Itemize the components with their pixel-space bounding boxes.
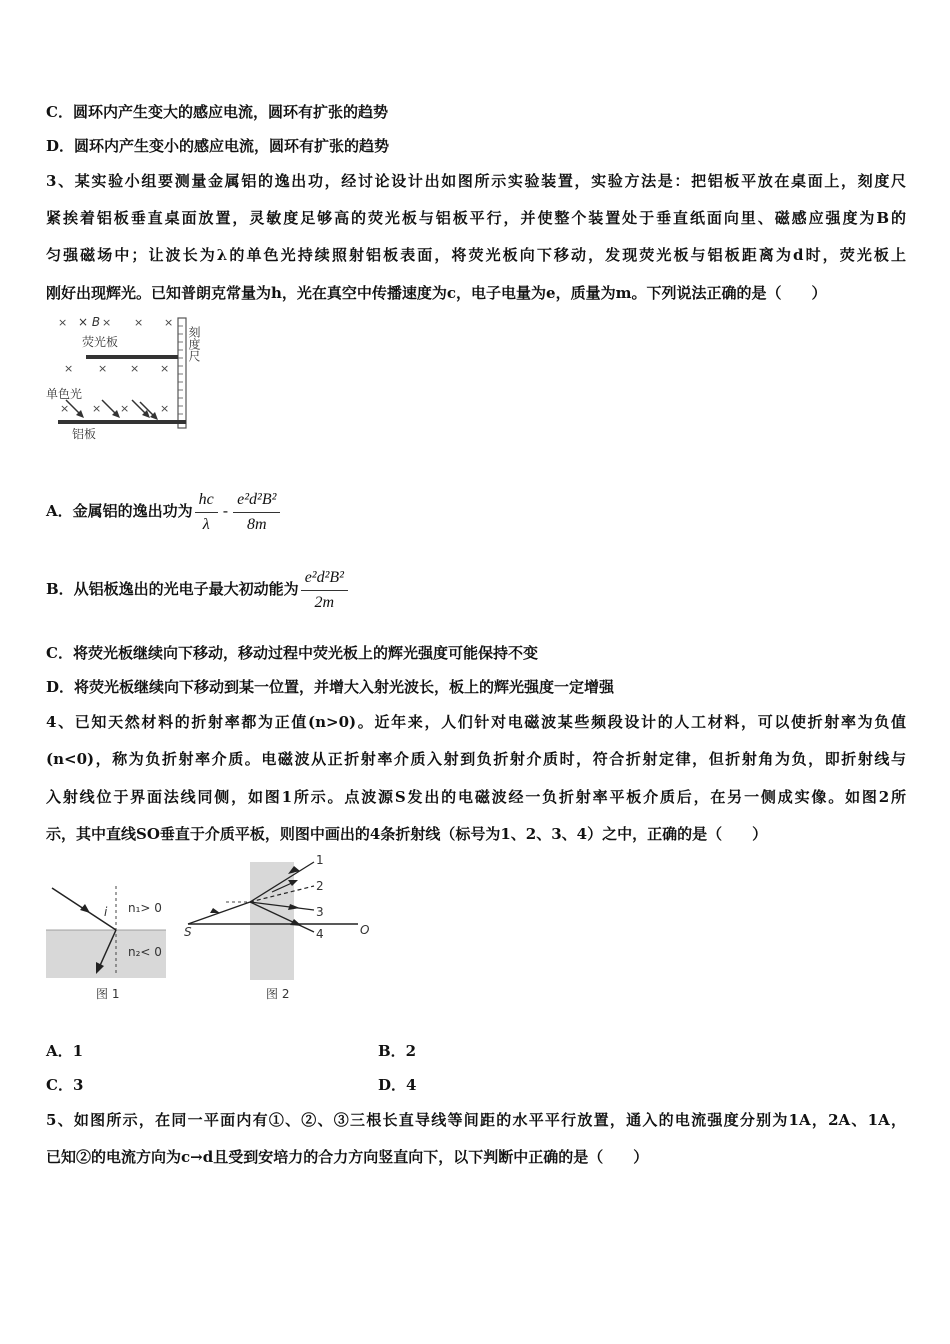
frac-numerator: e²d²B² — [233, 490, 280, 513]
q4-option-b[interactable]: B．2 — [378, 1042, 417, 1060]
frac-e2d2b2-over-8m — [233, 490, 280, 535]
q3-option-a-label: A．金属铝的逸出功为 — [46, 502, 193, 520]
angle-i: i — [104, 905, 108, 919]
fluorescent-screen — [86, 355, 178, 359]
q3-option-a[interactable] — [46, 484, 282, 538]
frac-denominator: 2m — [314, 593, 335, 611]
point-o: O — [360, 923, 370, 937]
n1-label: n₁> 0 — [128, 901, 162, 915]
svg-text:×: × — [160, 362, 170, 375]
q4-option-a[interactable]: A．1 — [46, 1042, 84, 1060]
q5-stem-line-2: 已知②的电流方向为c→d且受到安培力的合力方向竖直向下，以下判断中正确的是（ ） — [46, 1148, 649, 1166]
svg-text:×: × — [120, 402, 130, 415]
svg-text:×: × — [98, 362, 108, 375]
aluminum-plate — [58, 420, 186, 424]
q2-option-c[interactable]: C．圆环内产生变大的感应电流，圆环有扩张的趋势 — [46, 103, 388, 121]
screen-label: 荧光板 — [82, 335, 119, 349]
light-label: 单色光 — [46, 387, 83, 401]
svg-text:×: × — [102, 316, 112, 329]
fig2-caption: 图 2 — [266, 987, 290, 1001]
ray-label-4: 4 — [316, 927, 324, 941]
q3-stem-line-3: 匀强磁场中；让波长为λ的单色光持续照射铝板表面，将荧光板向下移动，发现荧光板与铝板距离为d时，荧光板上 — [46, 246, 906, 264]
frac-hc-over-lambda — [195, 490, 218, 535]
ray-label-3: 3 — [316, 905, 324, 919]
frac-denominator: λ — [202, 515, 210, 533]
ruler-label: 刻度尺 — [187, 326, 201, 362]
q3-option-b-label: B．从铝板逸出的光电子最大初动能为 — [46, 580, 299, 598]
q5-stem-line-1: 5、如图所示，在同一平面内有①、②、③三根长直导线等间距的水平平行放置，通入的电流强度分别为1A，2A、1A， — [46, 1111, 906, 1129]
q4-stem-line-3: 入射线位于界面法线同侧，如图1所示。点波源S发出的电磁波经一负折射率平板介质后，在另一侧成实像。如图2所 — [46, 788, 906, 806]
q3-stem-line-2: 紧挨着铝板垂直桌面放置，灵敏度足够高的荧光板与铝板平行，并使整个装置处于垂直纸面向里、磁感应强度为B的 — [46, 209, 906, 227]
q4-stem-line-2: (n<0)，称为负折射率介质。电磁波从正折射率介质入射到负折射介质时，符合折射定律，但折射角为负，即折射线与 — [46, 750, 906, 768]
q4-figure-2 — [180, 852, 380, 1004]
q3-stem-line-1: 3、某实验小组要测量金属铝的逸出功，经讨论设计出如图所示实验装置，实验方法是：把铝板平放在桌面上，刻度尺 — [46, 172, 906, 190]
q3-option-b[interactable] — [46, 562, 350, 616]
q4-stem-line-1: 4、已知天然材料的折射率都为正值(n>0)。近年来，人们针对电磁波某些频段设计的人工材料，可以使折射率为负值 — [46, 713, 906, 731]
minus-sign: - — [222, 501, 229, 520]
negative-slab — [250, 862, 294, 980]
q2-option-d[interactable]: D．圆环内产生变小的感应电流，圆环有扩张的趋势 — [46, 137, 390, 155]
q3-stem-line-4: 刚好出现辉光。已知普朗克常量为h，光在真空中传播速度为c，电子电量为e，质量为m。下列说法正确的是（ ） — [46, 284, 827, 302]
q4-figure-1 — [44, 880, 174, 1004]
n2-label: n₂< 0 — [128, 945, 162, 959]
field-label-b: × B — [78, 315, 101, 329]
svg-text:×: × — [58, 316, 68, 329]
frac-e2d2b2-over-2m — [301, 568, 348, 613]
svg-text:×: × — [160, 402, 170, 415]
q3-apparatus-figure — [46, 312, 217, 442]
svg-text:×: × — [92, 402, 102, 415]
q4-option-c[interactable]: C．3 — [46, 1076, 84, 1094]
q4-stem-line-4: 示，其中直线SO垂直于介质平板，则图中画出的4条折射线（标号为1、2、3、4）之中，正确的是（ ） — [46, 825, 768, 843]
svg-text:×: × — [130, 362, 140, 375]
q3-option-d[interactable]: D．将荧光板继续向下移动到某一位置，并增大入射光波长，板上的辉光强度一定增强 — [46, 678, 615, 696]
svg-text:×: × — [134, 316, 144, 329]
frac-numerator: e²d²B² — [301, 568, 348, 591]
svg-text:×: × — [64, 362, 74, 375]
svg-text:×: × — [164, 316, 174, 329]
frac-numerator: hc — [195, 490, 218, 513]
q4-option-d[interactable]: D．4 — [378, 1076, 417, 1094]
plate-label: 铝板 — [72, 427, 97, 441]
svg-text:×: × — [60, 402, 70, 415]
ray-label-1: 1 — [316, 853, 324, 867]
frac-denominator: 8m — [247, 515, 267, 533]
q3-option-c[interactable]: C．将荧光板继续向下移动，移动过程中荧光板上的辉光强度可能保持不变 — [46, 644, 538, 662]
fig1-caption: 图 1 — [96, 987, 120, 1001]
ray-label-2: 2 — [316, 879, 324, 893]
source-s: S — [184, 925, 192, 939]
ruler — [178, 318, 186, 428]
